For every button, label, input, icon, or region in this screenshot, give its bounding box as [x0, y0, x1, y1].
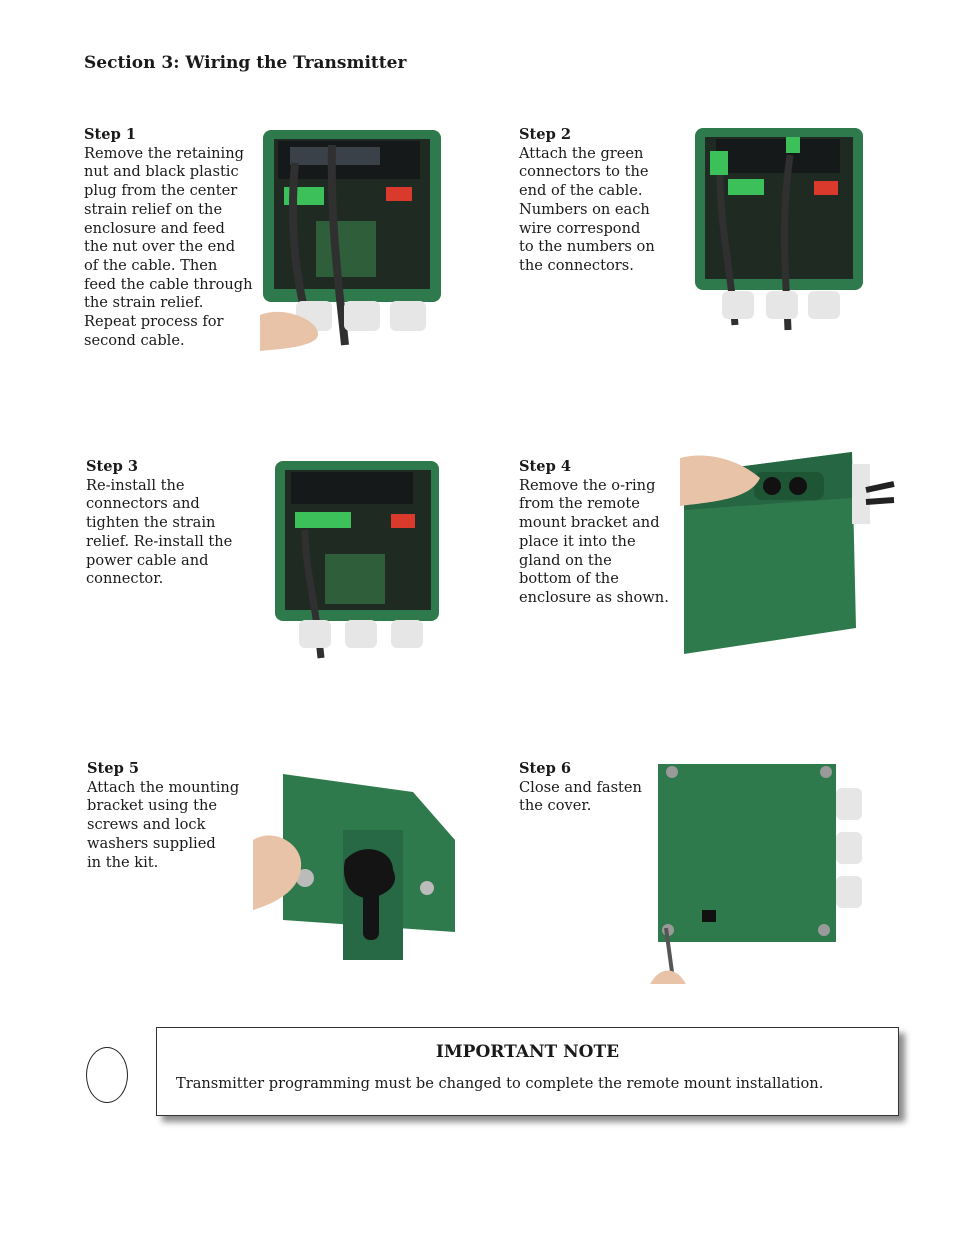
step-5-text [87, 760, 262, 872]
step-3-body: Re-install the connectors and tighten the strain relief. Re-install the power cable and connector. [86, 476, 233, 588]
step-2-body: Attach the green connectors to the end of the cable. Numbers on each wire correspond to the numbers on the connectors. [519, 144, 655, 274]
step-4-text [519, 458, 694, 608]
step-6-body: Close and fasten the cover. [519, 778, 642, 815]
step-5-photo [253, 770, 456, 960]
step-6-label: Step 6 [519, 760, 572, 777]
step-4-body: Remove the o-ring from the remote mount bracket and place it into the gland on the bottom of the enclosure as shown. [519, 476, 669, 606]
step-3-label: Step 3 [86, 458, 139, 475]
step-5-label: Step 5 [87, 760, 140, 777]
o-ring-gland-image [680, 450, 895, 656]
connectors-attached-image [690, 125, 868, 337]
section-title: Section 3: Wiring the Transmitter [84, 53, 407, 73]
step-1-body: Remove the retaining nut and black plastic plug from the center strain relief on the enclosure and feed the nut over the end of the cable. Then feed the cable through the strain relief. Repeat process for second cable. [84, 144, 253, 349]
step-4-label: Step 4 [519, 458, 572, 475]
note-title: IMPORTANT NOTE [435, 1042, 620, 1062]
step-3-text [86, 458, 261, 589]
note-text: Transmitter programming must be changed to complete the remote mount installation. [176, 1075, 824, 1092]
step-1-text [84, 126, 259, 350]
step-2-text [519, 126, 694, 276]
open-enclosure-image [260, 125, 450, 352]
step-3-photo [265, 458, 443, 668]
step-2-label: Step 2 [519, 126, 572, 143]
note-oval-icon [86, 1047, 128, 1103]
step-6-photo [650, 762, 868, 986]
closed-cover-image [650, 762, 868, 986]
mounting-bracket-image [253, 770, 456, 960]
step-2-photo [690, 125, 868, 337]
step-5-body: Attach the mounting bracket using the screws and lock washers supplied in the kit. [87, 778, 240, 871]
reinstalled-connectors-image [265, 458, 443, 668]
step-1-photo [260, 125, 450, 352]
step-1-label: Step 1 [84, 126, 137, 143]
step-4-photo [680, 450, 895, 656]
important-note-box [156, 1027, 899, 1116]
